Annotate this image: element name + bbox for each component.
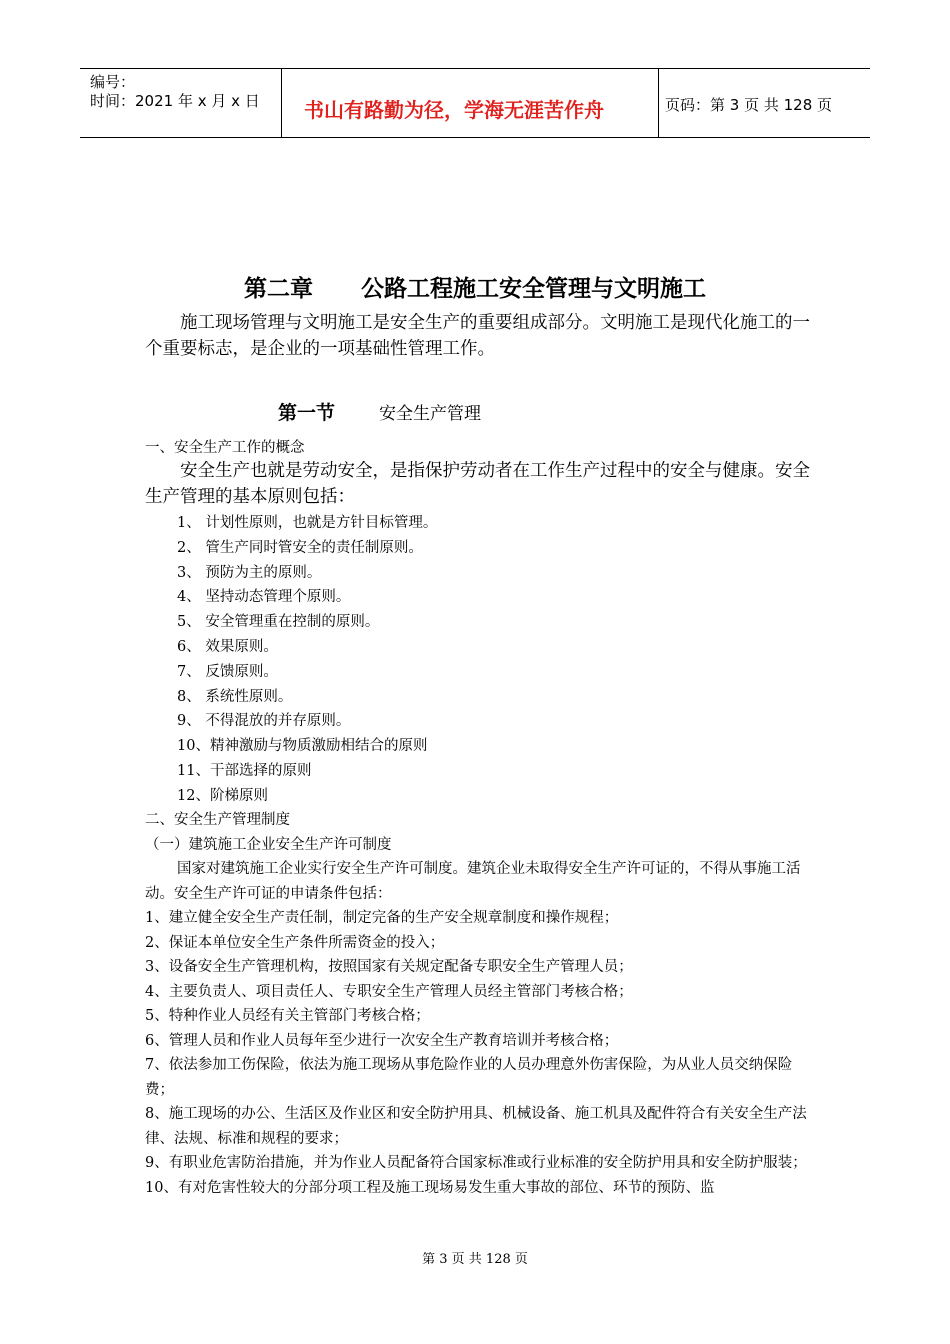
motto-text: 书山有路勤为径，学海无涯苦作舟 [304,98,604,122]
header-motto-cell [281,69,659,137]
part1-heading: 一、安全生产工作的概念 [145,440,305,456]
intro-paragraph: 施工现场管理与文明施工是安全生产的重要组成部分。文明施工是现代化施工的一个重要标志，是企业的一项基础性管理工作。 [145,313,810,359]
condition-item: 1、建立健全安全生产责任制，制定完备的生产安全规章制度和操作规程； [145,910,619,926]
principle-item: 11、干部选择的原则 [177,763,312,779]
condition-item: 2、保证本单位安全生产条件所需资金的投入； [145,934,445,951]
condition-item: 8、施工现场的办公、生活区及作业区和安全防护用具、机械设备、施工机具及配件符合有关安全生产法律、法规、标准和规程的要求； [145,1106,807,1147]
chapter-title: 第二章 公路工程施工安全管理与文明施工 [243,276,707,302]
principle-item: 4、 坚持动态管理个原则。 [177,589,351,606]
principle-item: 9、 不得混放的并存原则。 [177,713,351,730]
part2-paragraph: 国家对建筑施工企业实行安全生产许可制度。建筑企业未取得安全生产许可证的，不得从事施工活动。安全生产许可证的申请条件包括： [145,861,801,902]
page-header [80,68,870,138]
principle-item: 8、 系统性原则。 [177,688,293,705]
part1-paragraph: 安全生产也就是劳动安全，是指保护劳动者在工作生产过程中的安全与健康。安全生产管理的基本原则包括： [145,461,810,507]
section-heading [278,398,481,425]
condition-item: 3、设备安全生产管理机构，按照国家有关规定配备专职安全生产管理人员； [145,959,633,975]
section-title: 安全生产管理 [379,404,482,424]
principle-item: 1、 计划性原则，也就是方针目标管理。 [177,515,438,531]
principle-item: 7、 反馈原则。 [177,663,278,680]
condition-item: 6、管理人员和作业人员每年至少进行一次安全生产教育培训并考核合格； [145,1032,619,1049]
principle-item: 5、 安全管理重在控制的原则。 [177,614,380,631]
condition-item: 7、依法参加工伤保险，依法为施工现场从事危险作业的人员办理意外伤害保险，为从业人员交纳保险费； [145,1057,793,1098]
conditions-list [145,906,807,1200]
section-number: 第一节 [278,402,336,424]
number-label: 编号： [90,73,136,91]
date-label: 时间：2021 年 x 月 x 日 [90,92,260,110]
part2-subheading: （一）建筑施工企业安全生产许可制度 [145,837,392,853]
page-footer: 第 3 页 共 128 页 [422,1252,528,1267]
principle-item: 6、 效果原则。 [177,639,278,655]
header-page-label: 页码：第 3 页 共 128 页 [665,96,833,114]
condition-item: 5、特种作业人员经有关主管部门考核合格； [145,1008,430,1024]
principle-item: 3、 预防为主的原则。 [177,564,322,581]
principle-item: 2、 管生产同时管安全的责任制原则。 [177,539,423,556]
condition-item: 9、有职业危害防治措施，并为作业人员配备符合国家标准或行业标准的安全防护用具和安全防护服装； [145,1155,807,1171]
part2-heading: 二、安全生产管理制度 [145,812,290,828]
principle-item: 12、阶梯原则 [177,787,268,804]
condition-item: 10、有对危害性较大的分部分项工程及施工现场易发生重大事故的部位、环节的预防、监 [145,1179,715,1196]
header-info-cell [80,69,280,137]
condition-item: 4、主要负责人、项目责任人、专职安全生产管理人员经主管部门考核合格； [145,983,633,1000]
principle-item: 10、精神激励与物质激励相结合的原则 [177,738,428,755]
